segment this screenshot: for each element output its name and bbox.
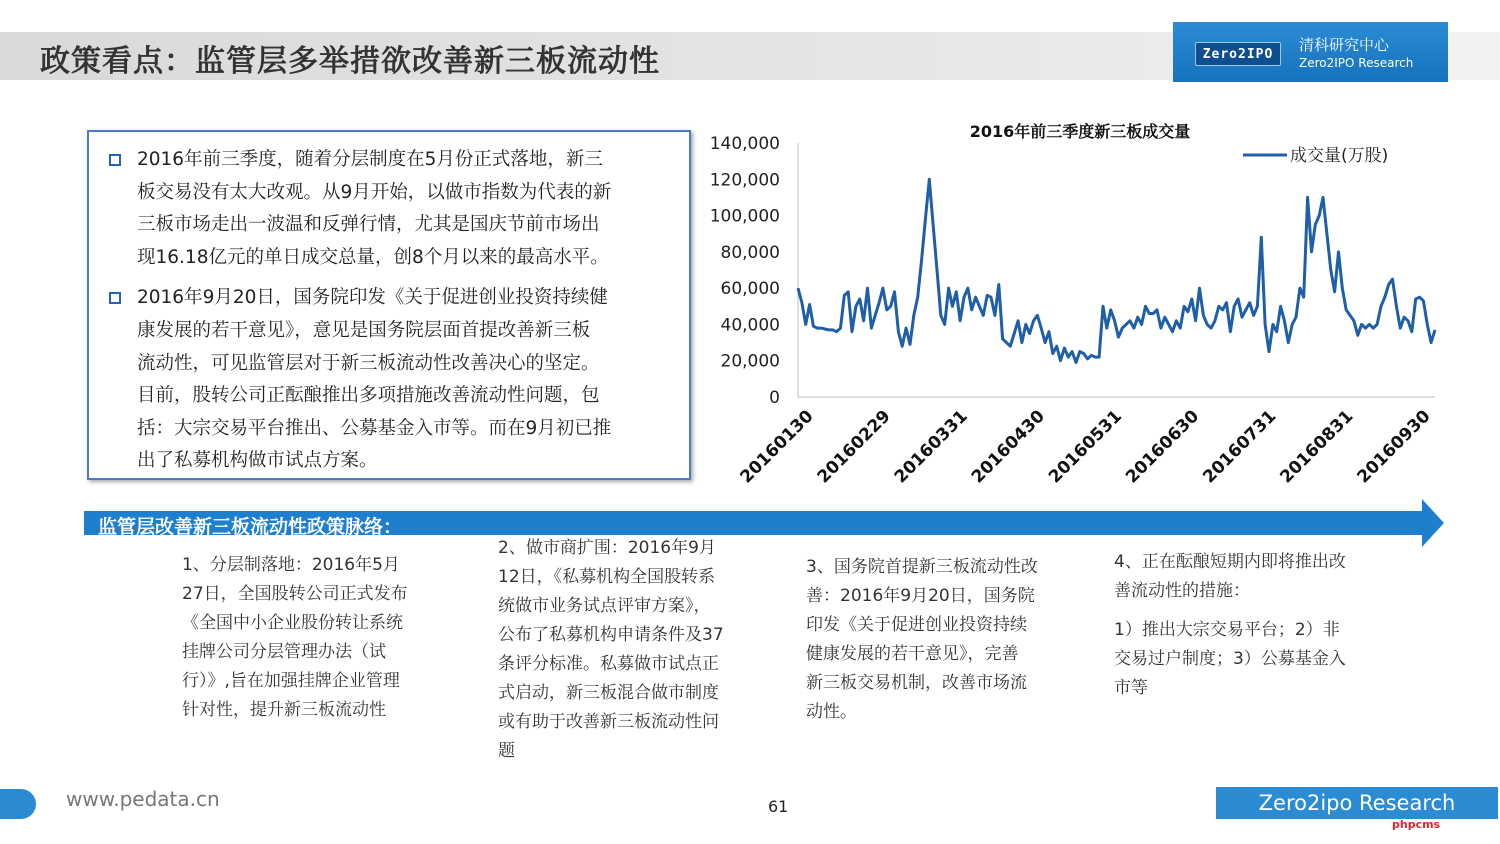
bullet-line: 三板市场走出一波温和反弹行情，尤其是国庆节前市场出 — [137, 214, 600, 236]
logo-mark: Zero2IPO — [1195, 42, 1281, 66]
step-line: 12日，《私募机构全国股转系 — [498, 567, 716, 587]
series-line — [798, 179, 1435, 362]
step-line: 3、国务院首提新三板流动性改 — [806, 557, 1038, 577]
step-line: 或有助于改善新三板流动性问 — [498, 712, 719, 732]
bullet-item — [105, 144, 671, 274]
step-line: 挂牌公司分层管理办法（试 — [182, 642, 386, 662]
x-tick-label: 20160531 — [1044, 406, 1127, 488]
footer-tab — [0, 789, 36, 819]
page-number: 61 — [768, 797, 789, 816]
step-line: 《全国中小企业股份转让系统 — [182, 613, 403, 633]
bullet-item — [105, 282, 671, 478]
volume-line-chart — [695, 115, 1495, 495]
summary-textbox — [87, 130, 691, 480]
logo — [1173, 22, 1448, 82]
watermark: phpcms — [1392, 818, 1441, 831]
bullet-line: 括：大宗交易平台推出、公募基金入市等。而在9月初已推 — [137, 417, 612, 439]
x-tick-label: 20160130 — [736, 406, 818, 488]
y-tick-label: 120,000 — [709, 170, 780, 191]
y-tick-label: 140,000 — [709, 134, 780, 154]
step-line: 式启动，新三板混合做市制度 — [498, 683, 719, 703]
bullet-line: 出了私募机构做市试点方案。 — [137, 450, 378, 472]
bullet-line: 康发展的若干意见》，意见是国务院层面首提改善新三板 — [137, 319, 591, 341]
x-tick-label: 20160831 — [1276, 406, 1358, 488]
y-tick-label: 100,000 — [709, 206, 780, 227]
legend — [1243, 146, 1388, 166]
timeline-step-3 — [806, 553, 1038, 727]
square-bullet-icon — [109, 154, 121, 166]
square-bullet-icon — [109, 292, 121, 304]
bullet-text — [137, 144, 671, 274]
x-tick-label: 20160430 — [967, 406, 1049, 488]
step-line: 1、分层制落地：2016年5月 — [182, 555, 400, 575]
step-line: 市等 — [1114, 678, 1148, 698]
y-tick-label: 60,000 — [720, 279, 780, 300]
bullet-line: 目前，股转公司正酝酿推出多项措施改善流动性问题，包 — [137, 385, 600, 407]
step-line: 新三板交易机制，改善市场流 — [806, 673, 1027, 693]
chart-title: 2016年前三季度新三板成交量 — [969, 122, 1191, 141]
bullet-line: 2016年9月20日，国务院印发《关于促进创业投资持续健 — [137, 287, 608, 309]
step-line: 统做市业务试点评审方案》， — [498, 596, 711, 616]
footer-brand: Zero2ipo Research — [1216, 787, 1498, 819]
timeline-step-1 — [182, 551, 408, 725]
page-title: 政策看点：监管层多举措欲改善新三板流动性 — [40, 44, 660, 79]
timeline-step-4 — [1114, 548, 1346, 703]
footer-url[interactable]: www.pedata.cn — [66, 787, 220, 811]
step-line: 善：2016年9月20日，国务院 — [806, 586, 1035, 606]
step-line: 行）》,旨在加强挂牌企业管理 — [182, 671, 400, 691]
step-line: 善流动性的措施： — [1114, 581, 1250, 601]
x-tick-label: 20160331 — [890, 406, 972, 488]
y-tick-label: 40,000 — [720, 315, 780, 336]
x-tick-label: 20160731 — [1199, 406, 1281, 488]
x-tick-label: 20160630 — [1122, 406, 1204, 488]
bullet-text — [137, 282, 671, 478]
y-tick-label: 0 — [769, 388, 780, 408]
step-line: 条评分标准。私募做市试点正 — [498, 654, 719, 674]
y-tick-labels — [710, 134, 780, 408]
step-line: 4、正在酝酿短期内即将推出改 — [1114, 552, 1346, 572]
step-line: 健康发展的若干意见》，完善 — [806, 644, 1019, 664]
bullet-line: 现16.18亿元的单日成交总量，创8个月以来的最高水平。 — [137, 246, 609, 268]
step-line: 27日，全国股转公司正式发布 — [182, 584, 408, 604]
step-line: 题 — [498, 741, 515, 761]
step-line: 公布了私募机构申请条件及37 — [498, 625, 724, 645]
timeline-label: 监管层改善新三板流动性政策脉络： — [98, 516, 403, 538]
step-line: 印发《关于促进创业投资持续 — [806, 615, 1027, 635]
y-tick-label: 80,000 — [720, 242, 780, 263]
bullet-line: 板交易没有太大改观。从9月开始，以做市指数为代表的新 — [137, 181, 612, 203]
y-tick-label: 20,000 — [720, 351, 780, 372]
legend-label: 成交量(万股) — [1290, 146, 1389, 166]
x-tick-label: 20160229 — [813, 406, 895, 488]
step-line: 交易过户制度；3）公募基金入 — [1114, 649, 1346, 669]
bullet-line: 流动性，可见监管层对于新三板流动性改善决心的坚定。 — [137, 352, 600, 374]
step-line: 动性。 — [806, 702, 857, 722]
step-line: 2、做市商扩围：2016年9月 — [498, 538, 716, 558]
x-tick-label: 20160930 — [1353, 406, 1435, 488]
step-line: 针对性，提升新三板流动性 — [182, 700, 386, 720]
logo-cn-text: 清科研究中心 — [1299, 36, 1390, 54]
bullet-line: 2016年前三季度，随着分层制度在5月份正式落地，新三 — [137, 149, 603, 170]
timeline-step-2 — [498, 534, 724, 766]
logo-en-text: Zero2IPO Research — [1299, 56, 1414, 70]
step-line: 1）推出大宗交易平台；2）非 — [1114, 620, 1340, 640]
x-tick-labels — [736, 406, 1434, 487]
